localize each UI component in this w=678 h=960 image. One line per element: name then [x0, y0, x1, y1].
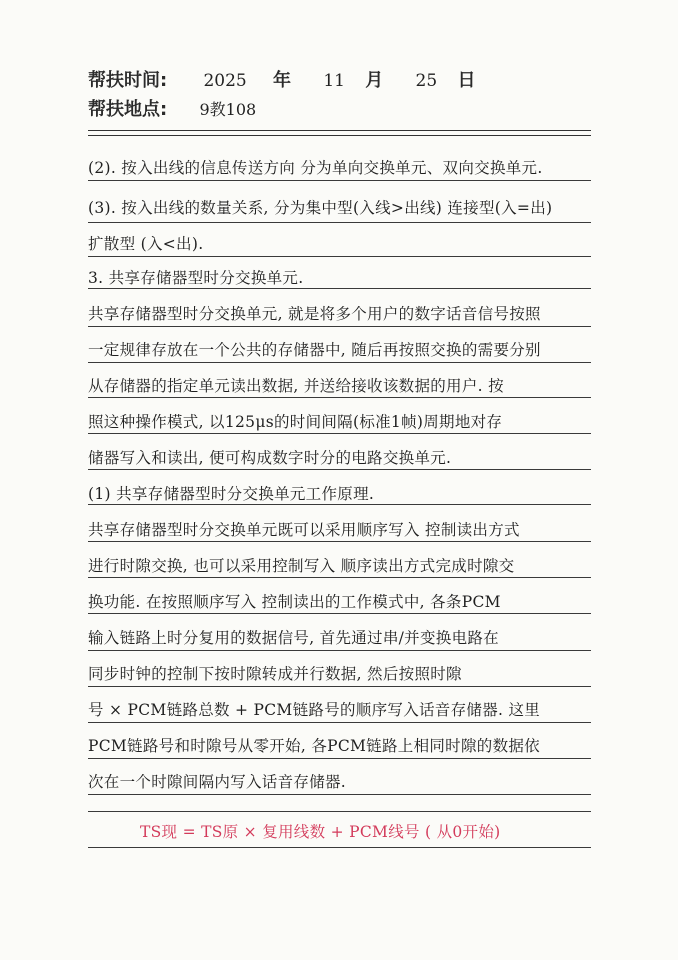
- note-line-10: (1) 共享存储器型时分交换单元工作原理.: [88, 485, 375, 503]
- help-time-label: 帮扶时间:: [88, 70, 168, 91]
- help-place-label: 帮扶地点:: [88, 99, 168, 120]
- ruled-line: [88, 722, 591, 723]
- formula-note: TS现 = TS原 × 复用线数 + PCM线号 ( 从0开始): [140, 823, 501, 841]
- ruled-line: [88, 362, 591, 363]
- note-line-17: PCM链路号和时隙号从零开始, 各PCM链路上相同时隙的数据依: [88, 737, 540, 755]
- note-line-1: (2). 按入出线的信息传送方向 分为单向交换单元、双向交换单元.: [88, 159, 543, 177]
- note-line-18: 次在一个时隙间隔内写入话音存储器.: [88, 773, 347, 791]
- note-line-7: 从存储器的指定单元读出数据, 并送给接收该数据的用户. 按: [88, 377, 504, 395]
- ruled-line: [88, 794, 591, 795]
- ruled-line: [88, 256, 591, 257]
- ruled-line: [88, 397, 591, 398]
- ruled-line: [88, 288, 591, 289]
- note-line-14: 输入链路上时分复用的数据信号, 首先通过串/并变换电路在: [88, 629, 499, 647]
- note-line-5: 共享存储器型时分交换单元, 就是将多个用户的数字话音信号按照: [88, 305, 541, 323]
- note-line-2: (3). 按入出线的数量关系, 分为集中型(入线>出线) 连接型(入=出): [88, 199, 553, 217]
- ruled-line: [88, 577, 591, 578]
- ruled-line: [88, 504, 591, 505]
- month-value: 11: [323, 71, 345, 91]
- ruled-line: [88, 758, 591, 759]
- header-rule-bottom: [88, 135, 591, 136]
- ruled-line: [88, 650, 591, 651]
- ruled-line: [88, 433, 591, 434]
- ruled-line: [88, 326, 591, 327]
- day-value: 25: [415, 71, 438, 91]
- ruled-line: [88, 811, 591, 812]
- note-line-12: 进行时隙交换, 也可以采用控制写入 顺序读出方式完成时隙交: [88, 557, 515, 575]
- ruled-line: [88, 180, 591, 181]
- ruled-line: [88, 222, 591, 223]
- ruled-line: [88, 613, 591, 614]
- note-line-11: 共享存储器型时分交换单元既可以采用顺序写入 控制读出方式: [88, 521, 520, 539]
- note-line-16: 号 × PCM链路总数 + PCM链路号的顺序写入话音存储器. 这里: [88, 701, 541, 719]
- year-char: 年: [273, 70, 292, 91]
- ruled-line: [88, 686, 591, 687]
- note-line-13: 换功能. 在按照顺序写入 控制读出的工作模式中, 各条PCM: [88, 593, 501, 611]
- ruled-line: [88, 541, 591, 542]
- help-time-row: [88, 66, 475, 92]
- note-line-3: 扩散型 (入<出).: [88, 235, 204, 253]
- note-line-15: 同步时钟的控制下按时隙转成并行数据, 然后按照时隙: [88, 665, 462, 683]
- ruled-line: [88, 847, 591, 848]
- place-value: 9教108: [199, 100, 257, 119]
- month-char: 月: [365, 70, 384, 91]
- note-line-4: 3. 共享存储器型时分交换单元.: [88, 269, 304, 287]
- help-place-row: [88, 95, 256, 121]
- note-line-9: 储器写入和读出, 便可构成数字时分的电路交换单元.: [88, 449, 452, 467]
- header-rule-top: [88, 130, 591, 131]
- note-line-8: 照这种操作模式, 以125μs的时间间隔(标准1帧)周期地对存: [88, 413, 503, 431]
- year-value: 2025: [203, 71, 247, 91]
- ruled-line: [88, 469, 591, 470]
- note-line-6: 一定规律存放在一个公共的存储器中, 随后再按照交换的需要分别: [88, 341, 541, 359]
- day-char: 日: [457, 70, 476, 91]
